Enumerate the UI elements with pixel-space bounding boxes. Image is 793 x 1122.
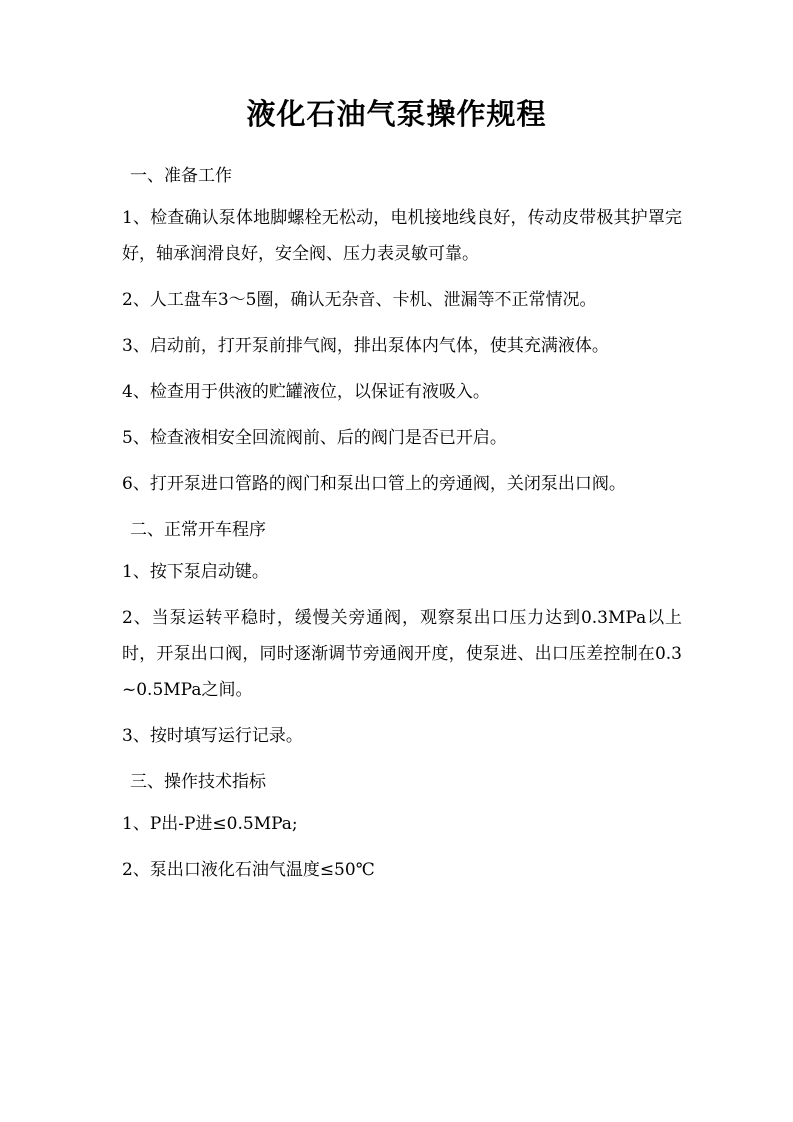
paragraph-prep-4: 4、检查用于供液的贮罐液位，以保证有液吸入。: [122, 382, 490, 402]
section-heading-indicators: 三、操作技术指标: [130, 772, 266, 792]
paragraph-indicator-2: 2、泵出口液化石油气温度≤50℃: [122, 860, 375, 880]
document-title: 液化石油气泵操作规程: [246, 97, 547, 131]
paragraph-startup-3: 3、按时填写运行记录。: [122, 726, 303, 746]
section-heading-preparation: 一、准备工作: [130, 166, 232, 186]
paragraph-prep-2: 2、人工盘车3～5圈，确认无杂音、卡机、泄漏等不正常情况。: [122, 290, 597, 310]
paragraph-prep-3: 3、启动前，打开泵前排气阀，排出泵体内气体，使其充满液体。: [122, 336, 609, 356]
paragraph-prep-1: 1、检查确认泵体地脚螺栓无松动，电机接地线良好，传动皮带极其护罩完好，轴承润滑良好，安全阀、压力表灵敏可靠。: [122, 208, 682, 264]
paragraph-startup-1: 1、按下泵启动键。: [122, 562, 269, 582]
paragraph-prep-6: 6、打开泵进口管路的阀门和泵出口管上的旁通阀，关闭泵出口阀。: [122, 474, 626, 494]
paragraph-prep-5: 5、检查液相安全回流阀前、后的阀门是否已开启。: [122, 428, 507, 448]
document-body: [122, 158, 682, 898]
paragraph-startup-2: 2、当泵运转平稳时，缓慢关旁通阀，观察泵出口压力达到0.3MPa以上时，开泵出口阀，同时逐渐调节旁通阀开度，使泵进、出口压差控制在0.3~0.5MPa之间。: [122, 608, 682, 700]
section-heading-startup: 二、正常开车程序: [130, 520, 266, 540]
paragraph-indicator-1: 1、P出-P进≤0.5MPa;: [122, 814, 298, 834]
